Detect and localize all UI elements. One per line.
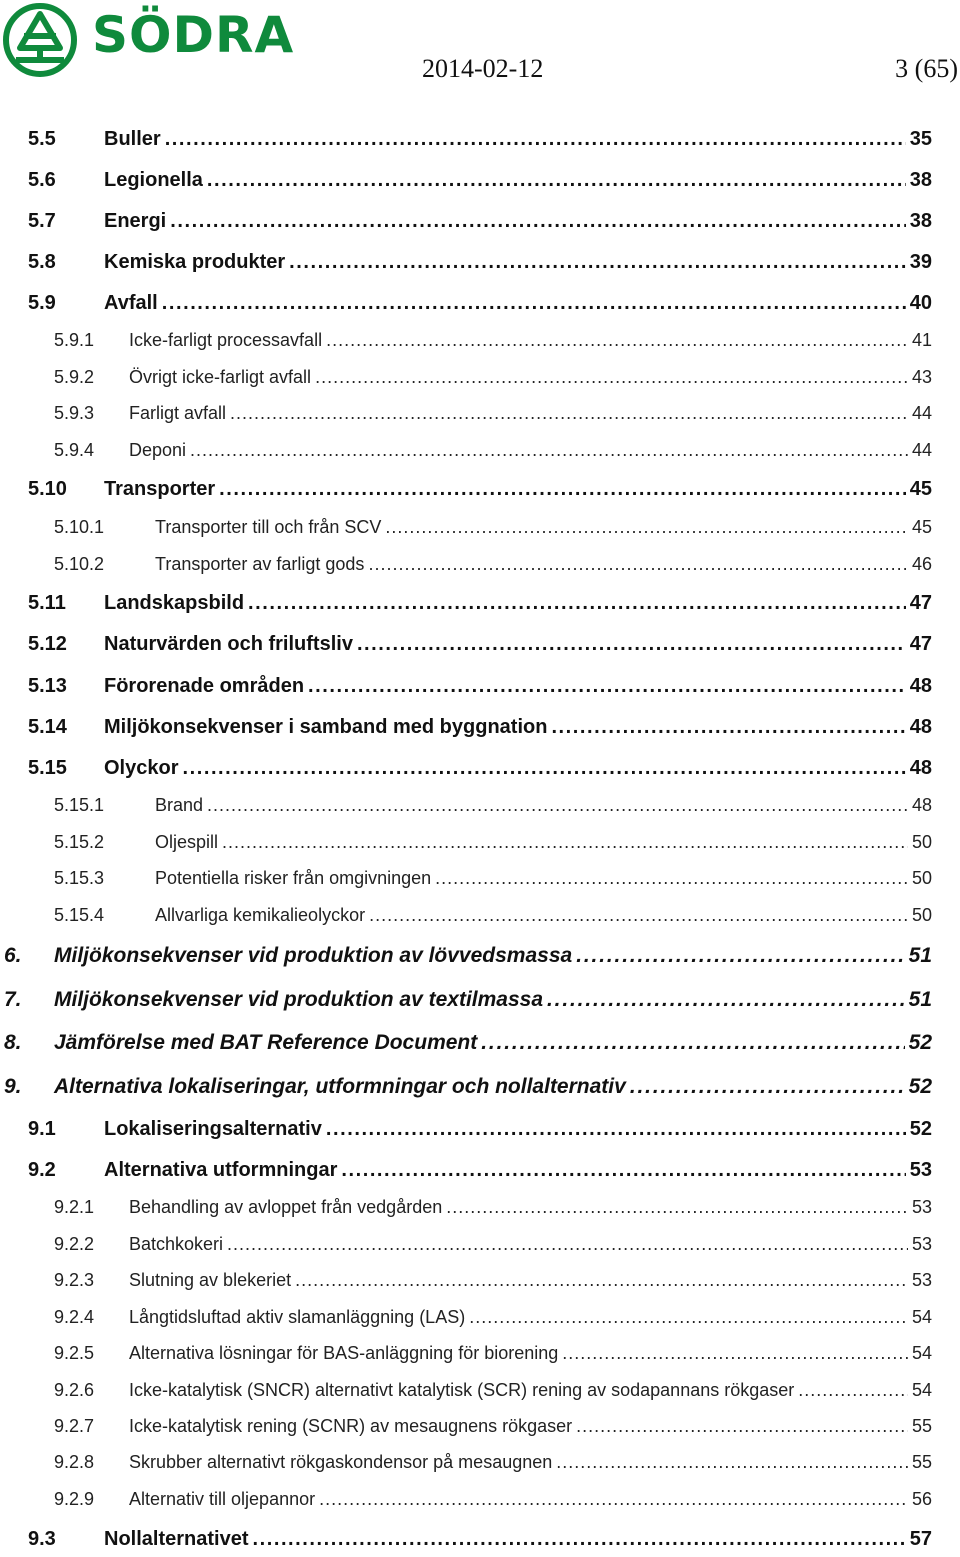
toc-entry[interactable] — [0, 1025, 960, 1061]
toc-entry-title: Icke-katalytisk rening (SCNR) av mesaugnens rökgaser — [129, 1416, 573, 1436]
toc-entry[interactable] — [0, 162, 960, 198]
sodra-emblem-icon — [2, 2, 78, 78]
toc-dot-leader — [252, 1521, 905, 1557]
toc-entry-number: 5.15.1 — [54, 795, 105, 815]
toc-dot-leader — [165, 121, 906, 157]
toc-entry[interactable] — [0, 1335, 960, 1371]
toc-entry-number: 5.15.3 — [54, 868, 105, 888]
logo-text: SÖDRA — [92, 6, 295, 64]
toc-entry-line — [155, 509, 932, 545]
toc-entry[interactable] — [0, 1111, 960, 1147]
toc-entry-line — [104, 626, 932, 662]
toc-dot-leader — [798, 1372, 908, 1408]
toc-entry-page: 47 — [909, 592, 932, 614]
toc-entry-page: 39 — [909, 251, 932, 273]
toc-entry[interactable] — [0, 1299, 960, 1335]
toc-entry-page: 50 — [911, 832, 932, 852]
toc-entry-number: 5.10.1 — [54, 517, 105, 537]
toc-entry-page: 53 — [911, 1234, 932, 1254]
toc-entry-title: Batchkokeri — [129, 1234, 224, 1254]
toc-dot-leader — [326, 1111, 906, 1147]
toc-entry-number: 9.2.6 — [54, 1380, 95, 1400]
toc-entry-line — [104, 585, 932, 621]
toc-dot-leader — [547, 982, 905, 1018]
toc-entry-number: 6. — [4, 944, 22, 967]
toc-entry-line — [129, 1372, 932, 1408]
toc-entry-line — [129, 1481, 932, 1517]
toc-entry-page: 56 — [911, 1489, 932, 1509]
toc-entry-title: Energi — [104, 210, 167, 232]
toc-entry-number: 5.15.4 — [54, 905, 105, 925]
toc-dot-leader — [170, 203, 906, 239]
toc-entry-number: 9.2.8 — [54, 1452, 95, 1472]
toc-entry-number: 5.9 — [28, 292, 56, 314]
toc-entry[interactable] — [0, 787, 960, 823]
toc-dot-leader — [162, 285, 906, 321]
toc-dot-leader — [576, 938, 904, 974]
toc-entry[interactable] — [0, 432, 960, 468]
toc-entry[interactable] — [0, 509, 960, 545]
page-number: 3 (65) — [895, 54, 958, 83]
toc-dot-leader — [227, 1226, 908, 1262]
toc-dot-leader — [308, 668, 906, 704]
toc-dot-leader — [576, 1408, 908, 1444]
toc-entry-number: 5.15.2 — [54, 832, 105, 852]
toc-entry-title: Lokaliseringsalternativ — [104, 1118, 322, 1140]
toc-entry-number: 5.15 — [28, 757, 67, 779]
toc-entry-line — [104, 162, 932, 198]
toc-entry-number: 5.11 — [28, 592, 66, 614]
toc-entry-line — [155, 860, 932, 896]
toc-entry-page: 48 — [909, 716, 932, 738]
toc-entry-number: 5.9.1 — [54, 330, 95, 350]
toc-entry[interactable] — [0, 1481, 960, 1517]
toc-entry-line — [104, 668, 932, 704]
toc-entry-number: 5.9.4 — [54, 440, 95, 460]
toc-entry-title: Legionella — [104, 169, 203, 191]
toc-entry-title: Alternativ till oljepannor — [129, 1489, 316, 1509]
toc-entry[interactable] — [0, 395, 960, 431]
toc-entry-title: Olyckor — [104, 757, 179, 779]
toc-entry-title: Naturvärden och friluftsliv — [104, 633, 353, 655]
toc-dot-leader — [326, 322, 908, 358]
toc-entry-page: 52 — [908, 1031, 932, 1054]
toc-entry-line — [104, 203, 932, 239]
toc-entry-page: 48 — [909, 757, 932, 779]
toc-entry-number: 5.7 — [28, 210, 56, 232]
toc-entry[interactable] — [0, 1408, 960, 1444]
toc-entry-title: Buller — [104, 128, 161, 150]
toc-entry-page: 47 — [909, 633, 932, 655]
toc-entry-page: 45 — [911, 517, 932, 537]
sodra-logo — [2, 2, 322, 78]
toc-dot-leader — [446, 1189, 908, 1225]
toc-dot-leader — [190, 432, 908, 468]
toc-entry-title: Transporter av farligt gods — [155, 554, 365, 574]
toc-entry[interactable] — [0, 471, 960, 507]
toc-entry-line — [104, 1111, 932, 1147]
toc-entry-number: 5.10.2 — [54, 554, 105, 574]
toc-entry-title: Transporter — [104, 478, 216, 500]
toc-dot-leader — [219, 471, 906, 507]
toc-entry-line — [129, 1335, 932, 1371]
toc-dot-leader — [207, 787, 908, 823]
toc-entry-title: Behandling av avloppet från vedgården — [129, 1197, 443, 1217]
toc-entry-title: Jämförelse med BAT Reference Document — [54, 1031, 478, 1054]
toc-entry[interactable] — [0, 824, 960, 860]
toc-entry-line — [104, 709, 932, 745]
toc-dot-leader — [222, 824, 908, 860]
toc-entry[interactable] — [0, 750, 960, 786]
toc-entry-number: 5.8 — [28, 251, 56, 273]
toc-entry-line — [155, 824, 932, 860]
toc-entry-page: 52 — [908, 1075, 932, 1098]
toc-entry-page: 52 — [909, 1118, 932, 1140]
toc-entry-title: Alternativa utformningar — [104, 1159, 338, 1181]
toc-entry-number: 5.12 — [28, 633, 67, 655]
toc-dot-leader — [341, 1152, 905, 1188]
toc-dot-leader — [369, 897, 908, 933]
toc-entry-page: 48 — [911, 795, 932, 815]
toc-entry-number: 9.2.7 — [54, 1416, 95, 1436]
toc-entry-page: 38 — [909, 169, 932, 191]
toc-entry[interactable] — [0, 121, 960, 157]
toc-entry-number: 8. — [4, 1031, 22, 1054]
toc-dot-leader — [230, 395, 908, 431]
toc-entry[interactable] — [0, 626, 960, 662]
toc-entry-title: Alternativa lösningar för BAS-anläggning för biorening — [129, 1343, 559, 1363]
toc-dot-leader — [556, 1444, 908, 1480]
toc-entry[interactable] — [0, 585, 960, 621]
toc-entry-number: 7. — [4, 988, 22, 1011]
toc-entry-page: 53 — [909, 1159, 932, 1181]
toc-entry-title: Övrigt icke-farligt avfall — [129, 367, 312, 387]
toc-entry-line — [54, 1069, 932, 1105]
toc-entry[interactable] — [0, 938, 960, 974]
toc-dot-leader — [368, 546, 908, 582]
toc-entry-title: Icke-farligt processavfall — [129, 330, 323, 350]
toc-entry-number: 5.9.2 — [54, 367, 95, 387]
toc-entry-line — [155, 787, 932, 823]
toc-dot-leader — [207, 162, 906, 198]
toc-entry-line — [155, 897, 932, 933]
toc-entry-title: Transporter till och från SCV — [155, 517, 382, 537]
toc-entry-page: 53 — [911, 1197, 932, 1217]
toc-entry-number: 9. — [4, 1075, 22, 1098]
toc-dot-leader — [469, 1299, 908, 1335]
toc-entry-line — [104, 1521, 932, 1557]
toc-entry-title: Alternativa lokaliseringar, utformningar och nollalternativ — [54, 1075, 626, 1098]
toc-entry-title: Miljökonsekvenser vid produktion av lövvedsmassa — [54, 944, 573, 967]
toc-dot-leader — [562, 1335, 908, 1371]
toc-entry-line — [129, 359, 932, 395]
toc-entry-line — [129, 1226, 932, 1262]
toc-entry[interactable] — [0, 709, 960, 745]
toc-entry-number: 9.2.1 — [54, 1197, 95, 1217]
toc-entry-number: 5.13 — [28, 675, 67, 697]
toc-dot-leader — [435, 860, 908, 896]
toc-entry-number: 5.10 — [28, 478, 67, 500]
toc-entry[interactable] — [0, 1521, 960, 1557]
toc-entry[interactable] — [0, 1226, 960, 1262]
toc-entry-title: Deponi — [129, 440, 187, 460]
toc-entry-number: 5.9.3 — [54, 403, 95, 423]
toc-entry-page: 54 — [911, 1380, 932, 1400]
toc-entry-title: Landskapsbild — [104, 592, 245, 614]
toc-entry-line — [155, 546, 932, 582]
toc-entry-page: 54 — [911, 1343, 932, 1363]
toc-dot-leader — [357, 626, 906, 662]
toc-entry-title: Allvarliga kemikalieolyckor — [155, 905, 366, 925]
toc-entry-title: Förorenade områden — [104, 675, 305, 697]
toc-entry-page: 46 — [911, 554, 932, 574]
toc-entry-number: 9.3 — [28, 1528, 56, 1550]
toc-entry-line — [104, 1152, 932, 1188]
toc-entry-number: 9.2.3 — [54, 1270, 95, 1290]
toc-entry-number: 9.2.2 — [54, 1234, 95, 1254]
toc-entry-title: Miljökonsekvenser i samband med byggnation — [104, 716, 548, 738]
toc-entry-page: 50 — [911, 905, 932, 925]
toc-entry[interactable] — [0, 359, 960, 395]
toc-entry[interactable] — [0, 668, 960, 704]
toc-entry-line — [129, 1189, 932, 1225]
toc-dot-leader — [248, 585, 906, 621]
toc-entry-page: 40 — [909, 292, 932, 314]
toc-entry-number: 9.2.9 — [54, 1489, 95, 1509]
toc-entry-number: 9.2 — [28, 1159, 56, 1181]
toc-entry[interactable] — [0, 1069, 960, 1105]
toc-dot-leader — [385, 509, 908, 545]
toc-entry[interactable] — [0, 203, 960, 239]
toc-dot-leader — [481, 1025, 904, 1061]
toc-entry[interactable] — [0, 244, 960, 280]
toc-entry-page: 55 — [911, 1452, 932, 1472]
toc-entry-number: 5.5 — [28, 128, 56, 150]
toc-entry-page: 41 — [911, 330, 932, 350]
toc-entry-page: 51 — [908, 944, 932, 967]
toc-entry-page: 54 — [911, 1307, 932, 1327]
toc-entry-page: 35 — [909, 128, 932, 150]
toc-entry[interactable] — [0, 546, 960, 582]
toc-entry[interactable] — [0, 1152, 960, 1188]
toc-entry[interactable] — [0, 860, 960, 896]
toc-entry-page: 44 — [911, 440, 932, 460]
toc-entry-line — [129, 1262, 932, 1298]
toc-entry-title: Oljespill — [155, 832, 219, 852]
toc-entry-title: Skrubber alternativt rökgaskondensor på mesaugnen — [129, 1452, 553, 1472]
toc-entry-page: 38 — [909, 210, 932, 232]
toc-entry-line — [104, 285, 932, 321]
toc-entry[interactable] — [0, 322, 960, 358]
toc-entry[interactable] — [0, 1262, 960, 1298]
toc-entry-page: 44 — [911, 403, 932, 423]
toc-dot-leader — [182, 750, 905, 786]
toc-entry-title: Avfall — [104, 292, 158, 314]
toc-entry-page: 50 — [911, 868, 932, 888]
toc-entry-page: 51 — [908, 988, 932, 1011]
toc-dot-leader — [551, 709, 905, 745]
toc-entry-page: 53 — [911, 1270, 932, 1290]
toc-entry-title: Långtidsluftad aktiv slamanläggning (LAS) — [129, 1307, 466, 1327]
toc-entry-page: 45 — [909, 478, 932, 500]
toc-dot-leader — [295, 1262, 908, 1298]
toc-entry-line — [104, 750, 932, 786]
toc-entry-page: 57 — [909, 1528, 932, 1550]
toc-entry-title: Farligt avfall — [129, 403, 227, 423]
toc-entry[interactable] — [0, 1372, 960, 1408]
toc-entry-line — [104, 121, 932, 157]
toc-entry-line — [54, 982, 932, 1018]
toc-entry-title: Miljökonsekvenser vid produktion av textilmassa — [54, 988, 543, 1011]
document-date: 2014-02-12 — [422, 54, 544, 83]
toc-dot-leader — [630, 1069, 905, 1105]
toc-entry-page: 48 — [909, 675, 932, 697]
toc-entry-line — [129, 322, 932, 358]
toc-entry-line — [104, 471, 932, 507]
toc-dot-leader — [289, 244, 906, 280]
toc-entry-line — [104, 244, 932, 280]
toc-entry-number: 9.2.4 — [54, 1307, 95, 1327]
toc-entry[interactable] — [0, 285, 960, 321]
toc-entry-number: 5.14 — [28, 716, 67, 738]
toc-entry-line — [129, 1408, 932, 1444]
toc-entry-line — [129, 432, 932, 468]
toc-entry-number: 9.1 — [28, 1118, 56, 1140]
toc-entry-title: Icke-katalytisk (SNCR) alternativt katalytisk (SCR) rening av sodapannans rökgaser — [129, 1380, 795, 1400]
toc-entry-line — [129, 1444, 932, 1480]
toc-dot-leader — [319, 1481, 908, 1517]
toc-entry-line — [54, 1025, 932, 1061]
toc-entry-line — [129, 1299, 932, 1335]
toc-entry-title: Kemiska produkter — [104, 251, 286, 273]
toc-entry-title: Brand — [155, 795, 204, 815]
toc-entry[interactable] — [0, 982, 960, 1018]
toc-entry-number: 5.6 — [28, 169, 56, 191]
toc-entry-number: 9.2.5 — [54, 1343, 95, 1363]
toc-entry[interactable] — [0, 897, 960, 933]
toc-entry-line — [54, 938, 932, 974]
toc-entry[interactable] — [0, 1444, 960, 1480]
toc-entry-title: Potentiella risker från omgivningen — [155, 868, 432, 888]
toc-entry-title: Nollalternativet — [104, 1528, 249, 1550]
toc-dot-leader — [315, 359, 908, 395]
toc-entry-line — [129, 395, 932, 431]
toc-entry-page: 55 — [911, 1416, 932, 1436]
toc-entry-page: 43 — [911, 367, 932, 387]
toc-entry-title: Slutning av blekeriet — [129, 1270, 292, 1290]
toc-entry[interactable] — [0, 1189, 960, 1225]
